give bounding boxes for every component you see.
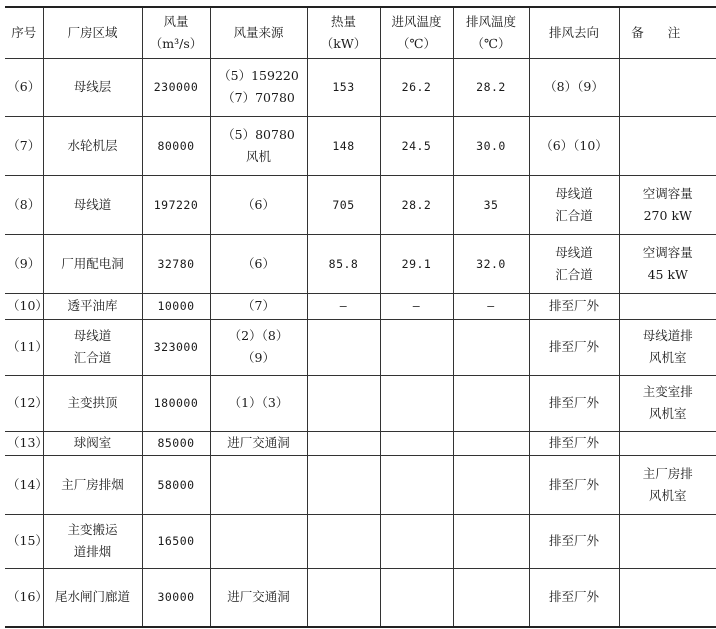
cell-source xyxy=(210,58,307,116)
header-airflow xyxy=(142,7,210,58)
table-row xyxy=(5,514,716,568)
cell-area-line: 道排烟 xyxy=(73,544,112,559)
header-in-temp-title: 进风温度 xyxy=(391,13,442,29)
cell-area-line: 厂用配电洞 xyxy=(61,255,124,271)
cell-source-line: （7） xyxy=(242,298,275,313)
cell-area-line: 主厂房排烟 xyxy=(61,476,124,492)
header-out-temp-title: 排风温度 xyxy=(465,13,516,29)
cell-source-line: （5）80780 xyxy=(222,126,295,142)
cell-airflow: 80000 xyxy=(142,116,210,175)
cell-seq: （16） xyxy=(5,568,43,627)
header-in-temp xyxy=(380,7,453,58)
table-row xyxy=(5,234,716,293)
cell-airflow: 85000 xyxy=(142,431,210,455)
cell-exhaust-line: 母线道 xyxy=(555,244,593,260)
cell-remark-line: 主厂房排 xyxy=(642,465,693,481)
cell-seq: （12） xyxy=(5,375,43,431)
cell-area xyxy=(43,116,142,175)
cell-area xyxy=(43,568,142,627)
cell-heat xyxy=(307,514,380,568)
cell-area-line: 水轮机层 xyxy=(67,137,118,153)
header-remark: 备注 xyxy=(619,7,716,58)
header-heat-unit: （kW） xyxy=(320,35,367,51)
cell-exhaust xyxy=(529,293,619,319)
cell-seq: （8） xyxy=(5,175,43,234)
cell-remark xyxy=(619,568,716,627)
cell-exhaust-line: 排至厂外 xyxy=(548,533,599,548)
table-row xyxy=(5,116,716,175)
cell-exhaust xyxy=(529,175,619,234)
cell-seq: （13） xyxy=(5,431,43,455)
cell-source xyxy=(210,319,307,375)
cell-heat: 153 xyxy=(307,58,380,116)
cell-exhaust-line: 母线道 xyxy=(555,185,593,201)
cell-in-temp xyxy=(380,455,453,514)
table-row xyxy=(5,455,716,514)
cell-area xyxy=(43,293,142,319)
cell-remark-line: 空调容量 xyxy=(642,185,693,201)
cell-area-line: 母线道 xyxy=(73,328,112,343)
table-row xyxy=(5,431,716,455)
cell-area xyxy=(43,431,142,455)
cell-source-line: 进厂交通洞 xyxy=(227,589,290,605)
cell-area xyxy=(43,175,142,234)
cell-seq: （9） xyxy=(5,234,43,293)
cell-seq: （6） xyxy=(5,58,43,116)
cell-out-temp xyxy=(453,431,529,455)
cell-remark-line: 风机室 xyxy=(648,487,687,503)
cell-out-temp: 28.2 xyxy=(453,58,529,116)
cell-area-line: 透平油库 xyxy=(67,298,118,313)
cell-heat: 85.8 xyxy=(307,234,380,293)
cell-airflow: 30000 xyxy=(142,568,210,627)
cell-exhaust xyxy=(529,568,619,627)
header-airflow-title: 风量 xyxy=(163,13,189,29)
cell-exhaust xyxy=(529,58,619,116)
cell-out-temp: — xyxy=(453,293,529,319)
cell-area xyxy=(43,319,142,375)
cell-airflow: 323000 xyxy=(142,319,210,375)
cell-remark xyxy=(619,319,716,375)
cell-remark-line: 母线道排 xyxy=(642,328,693,343)
cell-in-temp xyxy=(380,375,453,431)
cell-source xyxy=(210,293,307,319)
cell-remark xyxy=(619,58,716,116)
cell-source xyxy=(210,568,307,627)
cell-source-line: （9） xyxy=(242,350,275,365)
cell-remark-line: 270 kW xyxy=(643,207,692,223)
header-out-temp-unit: （℃） xyxy=(471,35,511,51)
cell-in-temp xyxy=(380,514,453,568)
cell-seq: （10） xyxy=(5,293,43,319)
cell-exhaust-line: 排至厂外 xyxy=(548,395,599,410)
cell-airflow: 10000 xyxy=(142,293,210,319)
cell-seq: （14） xyxy=(5,455,43,514)
header-area: 厂房区域 xyxy=(43,7,142,58)
cell-exhaust-line: （6）（10） xyxy=(540,137,608,153)
cell-remark xyxy=(619,375,716,431)
header-source: 风量来源 xyxy=(210,7,307,58)
cell-airflow: 58000 xyxy=(142,455,210,514)
table-row xyxy=(5,319,716,375)
cell-exhaust xyxy=(529,319,619,375)
cell-area xyxy=(43,234,142,293)
cell-airflow: 180000 xyxy=(142,375,210,431)
cell-in-temp xyxy=(380,431,453,455)
cell-remark xyxy=(619,431,716,455)
table-row xyxy=(5,293,716,319)
cell-exhaust-line: 汇合道 xyxy=(555,266,593,282)
cell-area xyxy=(43,455,142,514)
cell-source-line: （6） xyxy=(242,255,275,271)
cell-exhaust xyxy=(529,514,619,568)
cell-area-line: 母线层 xyxy=(73,79,112,94)
cell-source xyxy=(210,375,307,431)
cell-source xyxy=(210,175,307,234)
header-airflow-unit: （m³/s） xyxy=(149,35,203,51)
cell-exhaust xyxy=(529,431,619,455)
cell-exhaust-line: 排至厂外 xyxy=(548,339,599,354)
header-seq: 序号 xyxy=(5,7,43,58)
cell-remark xyxy=(619,455,716,514)
cell-out-temp xyxy=(453,375,529,431)
cell-source xyxy=(210,116,307,175)
cell-remark-line: 45 kW xyxy=(647,266,688,282)
header-heat-title: 热量 xyxy=(330,13,356,29)
table-row xyxy=(5,375,716,431)
header-in-temp-unit: （℃） xyxy=(397,35,436,51)
cell-area-line: 主变搬运 xyxy=(67,522,118,537)
cell-area xyxy=(43,58,142,116)
cell-remark xyxy=(619,234,716,293)
cell-in-temp: 24.5 xyxy=(380,116,453,175)
cell-seq: （11） xyxy=(5,319,43,375)
cell-in-temp xyxy=(380,319,453,375)
cell-airflow: 197220 xyxy=(142,175,210,234)
cell-out-temp xyxy=(453,514,529,568)
cell-out-temp: 35 xyxy=(453,175,529,234)
table-row xyxy=(5,58,716,116)
cell-out-temp xyxy=(453,319,529,375)
cell-source xyxy=(210,514,307,568)
cell-area-line: 汇合道 xyxy=(73,350,112,365)
cell-source-line: 进厂交通洞 xyxy=(227,435,290,450)
cell-area-line: 母线道 xyxy=(73,196,112,212)
cell-heat xyxy=(307,455,380,514)
header-row xyxy=(5,7,716,58)
cell-source xyxy=(210,234,307,293)
cell-out-temp xyxy=(453,455,529,514)
cell-exhaust xyxy=(529,455,619,514)
cell-heat: 148 xyxy=(307,116,380,175)
cell-area-line: 尾水闸门廊道 xyxy=(54,589,130,605)
cell-source-line: 风机 xyxy=(245,148,271,164)
cell-in-temp: 26.2 xyxy=(380,58,453,116)
table-body xyxy=(5,58,716,627)
cell-remark xyxy=(619,116,716,175)
cell-heat: 705 xyxy=(307,175,380,234)
cell-remark-line: 风机室 xyxy=(648,406,687,421)
cell-area-line: 球阀室 xyxy=(73,435,112,450)
cell-area xyxy=(43,514,142,568)
cell-in-temp: 28.2 xyxy=(380,175,453,234)
cell-remark-line: 主变室排 xyxy=(642,384,693,399)
cell-seq: （15） xyxy=(5,514,43,568)
cell-heat: — xyxy=(307,293,380,319)
cell-exhaust-line: 排至厂外 xyxy=(548,589,599,605)
cell-exhaust-line: 排至厂外 xyxy=(548,476,599,492)
cell-heat xyxy=(307,568,380,627)
cell-airflow: 32780 xyxy=(142,234,210,293)
ventilation-table xyxy=(5,6,716,628)
cell-exhaust xyxy=(529,234,619,293)
cell-out-temp: 30.0 xyxy=(453,116,529,175)
cell-in-temp: — xyxy=(380,293,453,319)
cell-source-line: （2）（8） xyxy=(228,328,289,343)
table-row xyxy=(5,568,716,627)
cell-seq: （7） xyxy=(5,116,43,175)
cell-exhaust-line: （8）（9） xyxy=(544,79,604,94)
cell-out-temp xyxy=(453,568,529,627)
cell-source-line: （6） xyxy=(242,196,275,212)
cell-exhaust-line: 汇合道 xyxy=(555,207,593,223)
cell-source xyxy=(210,455,307,514)
cell-area-line: 主变拱顶 xyxy=(67,395,118,410)
cell-remark xyxy=(619,293,716,319)
cell-exhaust xyxy=(529,116,619,175)
cell-exhaust-line: 排至厂外 xyxy=(548,298,599,313)
cell-area xyxy=(43,375,142,431)
cell-in-temp xyxy=(380,568,453,627)
cell-exhaust xyxy=(529,375,619,431)
cell-heat xyxy=(307,319,380,375)
cell-source xyxy=(210,431,307,455)
cell-source-line: （1）（3） xyxy=(228,395,289,410)
cell-source-line: （7）70780 xyxy=(222,90,295,105)
cell-remark xyxy=(619,175,716,234)
cell-heat xyxy=(307,375,380,431)
table-row xyxy=(5,175,716,234)
header-out-temp xyxy=(453,7,529,58)
cell-airflow: 16500 xyxy=(142,514,210,568)
header-exhaust: 排风去向 xyxy=(529,7,619,58)
cell-remark-line: 空调容量 xyxy=(642,244,693,260)
cell-out-temp: 32.0 xyxy=(453,234,529,293)
cell-remark-line: 风机室 xyxy=(648,350,687,365)
cell-remark xyxy=(619,514,716,568)
cell-in-temp: 29.1 xyxy=(380,234,453,293)
cell-heat xyxy=(307,431,380,455)
header-heat xyxy=(307,7,380,58)
cell-exhaust-line: 排至厂外 xyxy=(548,435,599,450)
cell-airflow: 230000 xyxy=(142,58,210,116)
cell-source-line: （5）159220 xyxy=(218,68,299,83)
